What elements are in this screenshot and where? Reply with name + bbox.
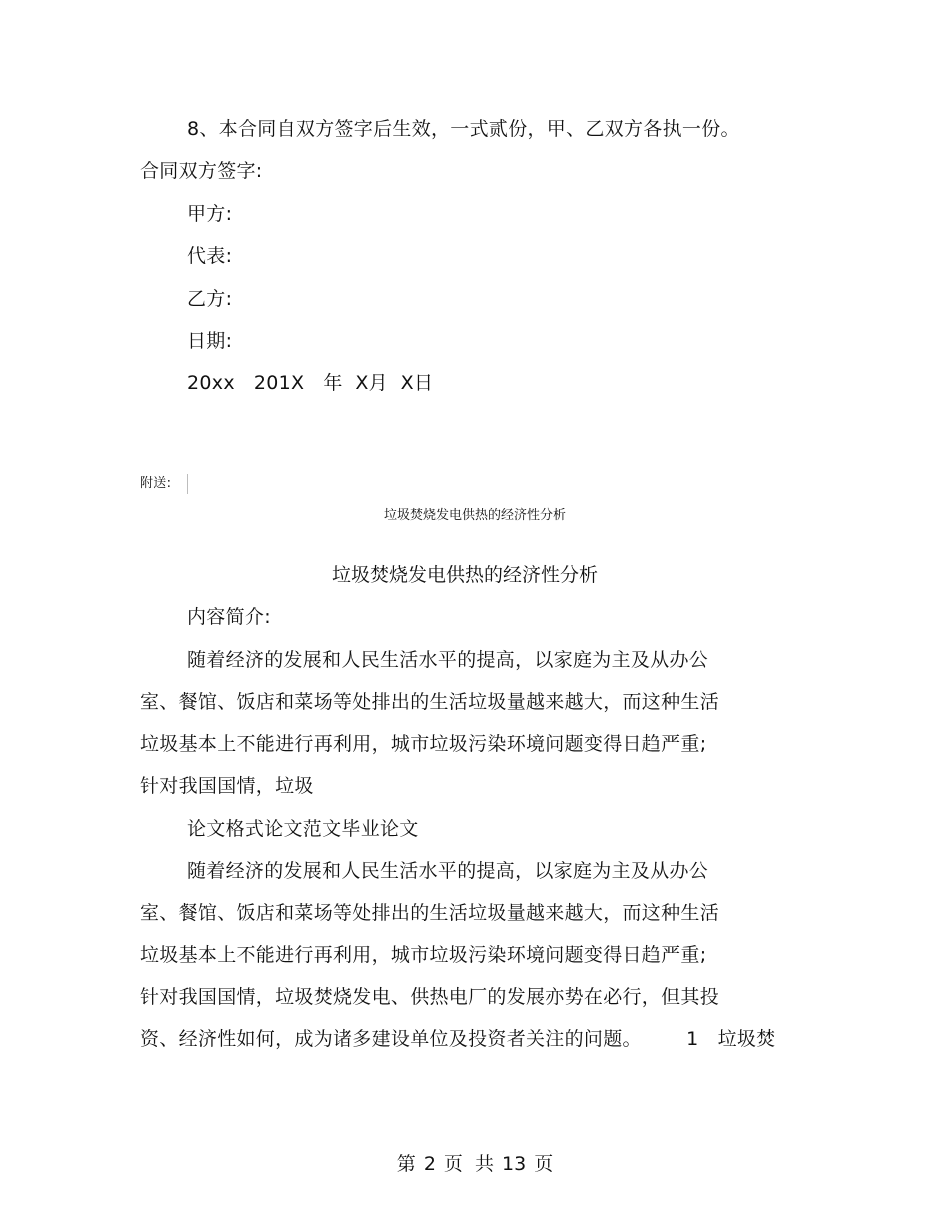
article-title: 垃圾焚烧发电供热的经济性分析 — [331, 564, 598, 586]
paragraph-1-line-3: 垃圾基本上不能进行再利用，城市垃圾污染环境问题变得日趋严重; — [140, 733, 707, 755]
attachment-caption: 垃圾焚烧发电供热的经济性分析 — [383, 508, 566, 523]
paragraph-2-line-2: 室、餐馆、饭店和菜场等处排出的生活垃圾量越来越大，而这种生活 — [140, 902, 720, 924]
paragraph-2-line-4: 针对我国国情，垃圾焚烧发电、供热电厂的发展亦势在必行，但其投 — [140, 986, 720, 1008]
contract-clause-8: 8、本合同自双方签字后生效，一式贰份，甲、乙双方各执一份。 — [187, 118, 740, 140]
date-label: 日期: — [187, 330, 233, 352]
keywords-line: 论文格式论文范文毕业论文 — [187, 818, 419, 840]
attachment-label: 附送: — [140, 476, 172, 491]
paragraph-1-line-1: 随着经济的发展和人民生活水平的提高，以家庭为主及从办公 — [187, 649, 709, 671]
date-value: 20xx 201X 年 X月 X日 — [187, 372, 434, 394]
paragraph-2-line-5: 资、经济性如何，成为诸多建设单位及投资者关注的问题。 1 垃圾焚 — [140, 1028, 776, 1050]
footer-prefix: 第 — [396, 1153, 416, 1175]
signatures-heading: 合同双方签字: — [140, 160, 263, 182]
party-a-label: 甲方: — [187, 203, 233, 225]
paragraph-2-line-1: 随着经济的发展和人民生活水平的提高，以家庭为主及从办公 — [187, 860, 709, 882]
paragraph-2-line-3: 垃圾基本上不能进行再利用，城市垃圾污染环境问题变得日趋严重; — [140, 944, 707, 966]
representative-label: 代表: — [187, 245, 233, 267]
page-footer — [0, 1152, 950, 1176]
footer-total-pages: 13 — [502, 1153, 527, 1175]
text-cursor-divider — [187, 474, 188, 494]
footer-suffix: 页 — [534, 1153, 554, 1175]
party-b-label: 乙方: — [187, 288, 233, 310]
footer-page-number: 2 — [423, 1153, 436, 1175]
footer-middle: 页 共 — [443, 1153, 494, 1175]
paragraph-1-line-4: 针对我国国情，垃圾 — [140, 775, 314, 797]
summary-label: 内容简介: — [187, 606, 271, 628]
paragraph-1-line-2: 室、餐馆、饭店和菜场等处排出的生活垃圾量越来越大，而这种生活 — [140, 691, 720, 713]
